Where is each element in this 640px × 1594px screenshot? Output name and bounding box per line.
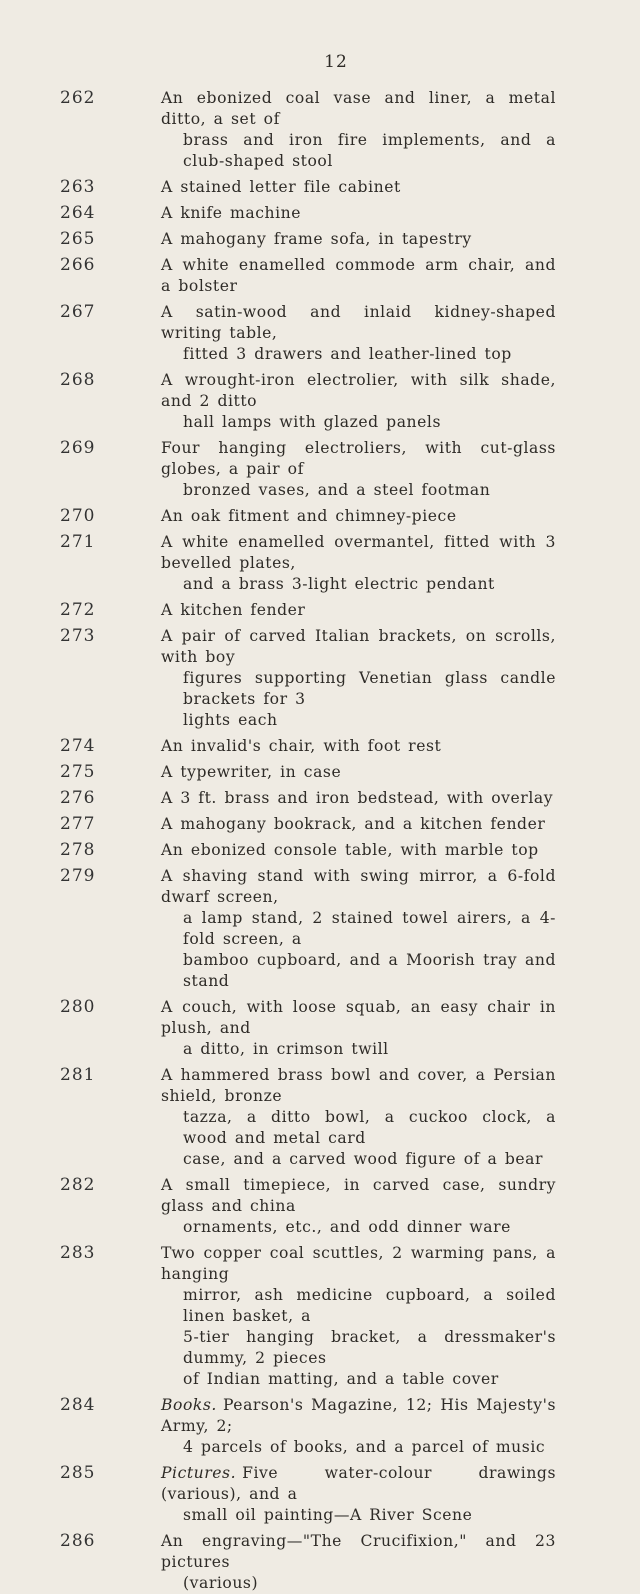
lot-description bbox=[161, 370, 556, 433]
lot-description-line: A white enamelled overmantel, fitted with 3 bevelled plates, bbox=[161, 533, 556, 572]
lot-description-continuation: (various) bbox=[183, 1574, 259, 1592]
lot-number: 277 bbox=[60, 814, 96, 834]
lot-entry bbox=[0, 177, 640, 198]
lot-entry bbox=[0, 1531, 640, 1594]
lot-description bbox=[161, 866, 556, 992]
lot-description bbox=[161, 229, 556, 250]
lot-entry bbox=[0, 203, 640, 224]
lot-description-line: A 3 ft. brass and iron bedstead, with overlay bbox=[161, 789, 554, 807]
lot-list bbox=[0, 88, 640, 1594]
lot-entry bbox=[0, 255, 640, 297]
lot-description-line: Five water-colour drawings (various), and a bbox=[161, 1464, 556, 1503]
lot-description-continuation: small oil painting—A River Scene bbox=[183, 1506, 473, 1524]
lot-number: 271 bbox=[60, 532, 96, 552]
lot-description bbox=[161, 762, 556, 783]
lot-description bbox=[161, 1395, 556, 1458]
page-number: 12 bbox=[324, 52, 348, 72]
lot-description bbox=[161, 788, 556, 809]
lot-number: 273 bbox=[60, 626, 96, 646]
lot-description-continuation: 4 parcels of books, and a parcel of music bbox=[183, 1438, 546, 1456]
lot-description-continuation: mirror, ash medicine cupboard, a soiled linen basket, a bbox=[183, 1286, 556, 1325]
lot-entry bbox=[0, 840, 640, 861]
lot-description bbox=[161, 600, 556, 621]
lot-entry bbox=[0, 1395, 640, 1458]
lot-description-line: A couch, with loose squab, an easy chair in plush, and bbox=[161, 998, 556, 1037]
lot-description bbox=[161, 302, 556, 365]
lot-entry bbox=[0, 88, 640, 172]
lot-category-label: Pictures. bbox=[161, 1464, 237, 1482]
lot-description-line: Pearson's Magazine, 12; His Majesty's Army, 2; bbox=[161, 1396, 556, 1435]
lot-description-line: A stained letter file cabinet bbox=[161, 178, 401, 196]
lot-description-line: A white enamelled commode arm chair, and a bolster bbox=[161, 256, 556, 295]
lot-description-continuation: and a brass 3-light electric pendant bbox=[183, 575, 495, 593]
lot-description-line: An ebonized coal vase and liner, a metal ditto, a set of bbox=[161, 89, 556, 128]
lot-description-continuation: hall lamps with glazed panels bbox=[183, 413, 442, 431]
lot-entry bbox=[0, 1175, 640, 1238]
lot-description-line: A mahogany frame sofa, in tapestry bbox=[161, 230, 472, 248]
lot-description bbox=[161, 1175, 556, 1238]
lot-description bbox=[161, 532, 556, 595]
lot-description-continuation: of Indian matting, and a table cover bbox=[183, 1370, 499, 1388]
lot-entry bbox=[0, 626, 640, 731]
lot-description-continuation: figures supporting Venetian glass candle brackets for 3 bbox=[183, 669, 556, 708]
lot-description-line: A typewriter, in case bbox=[161, 763, 342, 781]
lot-entry bbox=[0, 229, 640, 250]
lot-number: 278 bbox=[60, 840, 96, 860]
lot-description-line: A mahogany bookrack, and a kitchen fender bbox=[161, 815, 546, 833]
lot-description-continuation: bamboo cupboard, and a Moorish tray and stand bbox=[183, 951, 556, 990]
lot-description bbox=[161, 177, 556, 198]
lot-entry bbox=[0, 506, 640, 527]
lot-description bbox=[161, 814, 556, 835]
lot-description bbox=[161, 1463, 556, 1526]
lot-description bbox=[161, 438, 556, 501]
lot-description-line: A kitchen fender bbox=[161, 601, 306, 619]
lot-description bbox=[161, 203, 556, 224]
lot-description bbox=[161, 626, 556, 731]
lot-description-continuation: tazza, a ditto bowl, a cuckoo clock, a wood and metal card bbox=[183, 1108, 556, 1147]
lot-number: 279 bbox=[60, 866, 96, 886]
lot-number: 275 bbox=[60, 762, 96, 782]
lot-description-line: A pair of carved Italian brackets, on scrolls, with boy bbox=[161, 627, 556, 666]
lot-description-line: An ebonized console table, with marble top bbox=[161, 841, 539, 859]
lot-number: 265 bbox=[60, 229, 96, 249]
lot-description-continuation: fitted 3 drawers and leather-lined top bbox=[183, 345, 512, 363]
lot-entry bbox=[0, 370, 640, 433]
lot-description bbox=[161, 840, 556, 861]
lot-description-continuation: brass and iron fire implements, and a club-shaped stool bbox=[183, 131, 556, 170]
lot-description bbox=[161, 88, 556, 172]
lot-entry bbox=[0, 736, 640, 757]
lot-entry bbox=[0, 438, 640, 501]
lot-description-line: A hammered brass bowl and cover, a Persian shield, bronze bbox=[161, 1066, 556, 1105]
lot-number: 274 bbox=[60, 736, 96, 756]
lot-number: 283 bbox=[60, 1243, 96, 1263]
lot-entry bbox=[0, 762, 640, 783]
lot-number: 280 bbox=[60, 997, 96, 1017]
lot-number: 276 bbox=[60, 788, 96, 808]
lot-number: 262 bbox=[60, 88, 96, 108]
lot-number: 263 bbox=[60, 177, 96, 197]
lot-description-line: Four hanging electroliers, with cut-glass globes, a pair of bbox=[161, 439, 556, 478]
lot-description-continuation: bronzed vases, and a steel footman bbox=[183, 481, 491, 499]
lot-entry bbox=[0, 814, 640, 835]
lot-description bbox=[161, 506, 556, 527]
lot-description-continuation: a lamp stand, 2 stained towel airers, a 4-fold screen, a bbox=[183, 909, 556, 948]
lot-entry bbox=[0, 1065, 640, 1170]
lot-description-line: A wrought-iron electrolier, with silk shade, and 2 ditto bbox=[161, 371, 556, 410]
lot-entry bbox=[0, 788, 640, 809]
lot-description bbox=[161, 1531, 556, 1594]
lot-number: 269 bbox=[60, 438, 96, 458]
lot-entry bbox=[0, 1243, 640, 1390]
lot-description bbox=[161, 1243, 556, 1390]
lot-description-line: A knife machine bbox=[161, 204, 302, 222]
lot-entry bbox=[0, 866, 640, 992]
lot-entry bbox=[0, 302, 640, 365]
lot-description-line: An engraving—"The Crucifixion," and 23 pictures bbox=[161, 1532, 556, 1571]
lot-category-label: Books. bbox=[161, 1396, 217, 1414]
lot-number: 270 bbox=[60, 506, 96, 526]
lot-description-line: A shaving stand with swing mirror, a 6-fold dwarf screen, bbox=[161, 867, 556, 906]
lot-number: 285 bbox=[60, 1463, 96, 1483]
lot-number: 268 bbox=[60, 370, 96, 390]
lot-number: 281 bbox=[60, 1065, 96, 1085]
lot-description bbox=[161, 736, 556, 757]
lot-number: 282 bbox=[60, 1175, 96, 1195]
lot-description-continuation: case, and a carved wood figure of a bear bbox=[183, 1150, 543, 1168]
lot-description-line: A small timepiece, in carved case, sundry glass and china bbox=[161, 1176, 556, 1215]
lot-description-continuation: ornaments, etc., and odd dinner ware bbox=[183, 1218, 511, 1236]
lot-description-line: A satin-wood and inlaid kidney-shaped writing table, bbox=[161, 303, 556, 342]
lot-number: 267 bbox=[60, 302, 96, 322]
lot-entry bbox=[0, 532, 640, 595]
lot-entry bbox=[0, 1463, 640, 1526]
lot-description-line: Two copper coal scuttles, 2 warming pans, a hanging bbox=[161, 1244, 556, 1283]
lot-description bbox=[161, 255, 556, 297]
lot-description-continuation: a ditto, in crimson twill bbox=[183, 1040, 389, 1058]
lot-number: 266 bbox=[60, 255, 96, 275]
lot-description-continuation: 5-tier hanging bracket, a dressmaker's dummy, 2 pieces bbox=[183, 1328, 556, 1367]
lot-description-continuation: lights each bbox=[183, 711, 278, 729]
lot-number: 286 bbox=[60, 1531, 96, 1551]
lot-number: 272 bbox=[60, 600, 96, 620]
lot-number: 264 bbox=[60, 203, 96, 223]
lot-description-line: An oak fitment and chimney-piece bbox=[161, 507, 457, 525]
lot-entry bbox=[0, 600, 640, 621]
lot-description bbox=[161, 997, 556, 1060]
lot-description-line: An invalid's chair, with foot rest bbox=[161, 737, 442, 755]
lot-description bbox=[161, 1065, 556, 1170]
lot-number: 284 bbox=[60, 1395, 96, 1415]
lot-entry bbox=[0, 997, 640, 1060]
